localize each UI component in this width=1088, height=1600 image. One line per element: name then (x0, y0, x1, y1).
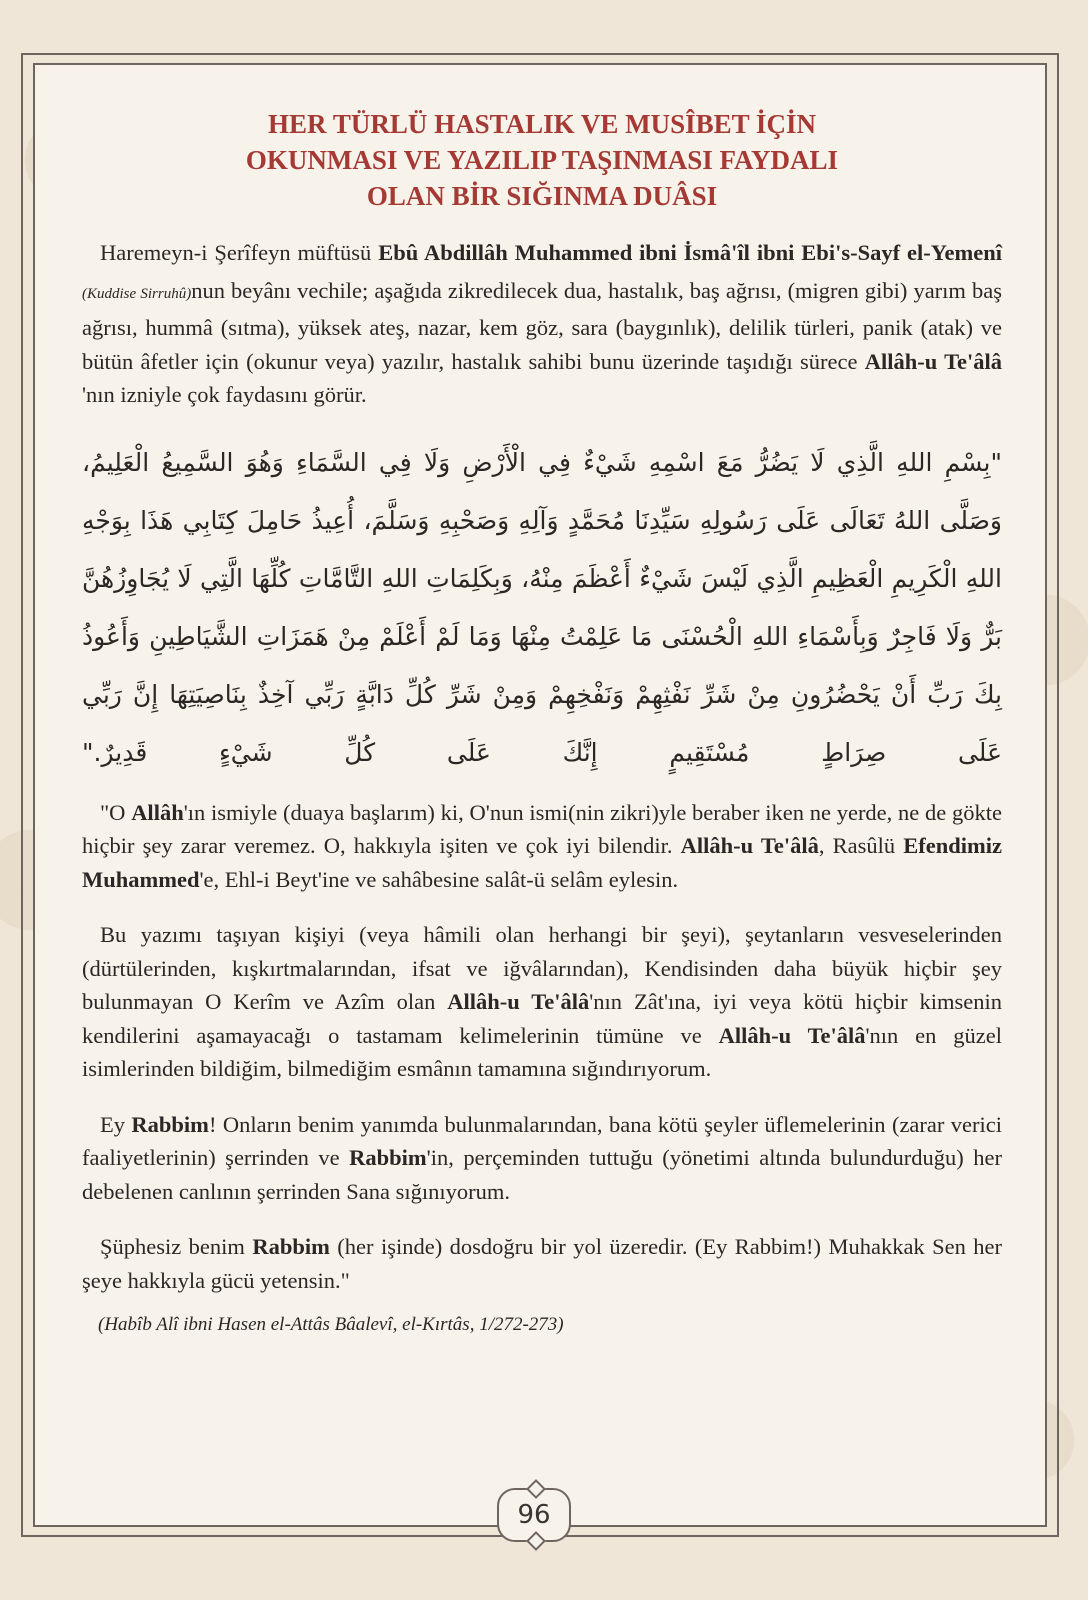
divine-name: Allâh-u Te'âlâ (680, 833, 819, 858)
honorific: (Kuddise Sirruhû) (82, 285, 192, 302)
divine-name: Allâh-u Te'âlâ (447, 989, 590, 1014)
translation-text-4: 'e, Ehl-i Beyt'ine ve sahâbesine salât-ü selâm eylesin. (199, 866, 679, 892)
page-content (82, 106, 1002, 1339)
para3-text-3: 'in, perçeminden tuttuğu (yönetimi altında bulundurduğu) her debelenen canlının şerrinden Sana sığınıyorum. (82, 1145, 1002, 1204)
translation-text-3: , Rasûlü (818, 833, 904, 858)
intro-text-2: nun beyânı vechile; aşağıda zikredilecek dua, hastalık, baş ağrısı, (migren gibi) yarım baş ağrısı, hummâ (sıtma), yüksek ateş, nazar, kem göz, sara (baygınlık), delilik türleri, panik (atak) ve bütün âfetler için (okunur veya) yazılır, hastalık sahibi bunu üzerinde taşıdığı sürece (82, 277, 1002, 374)
para2-text-1: Bu yazımı taşıyan kişiyi (veya hâmili olan herhangi bir şeyi), şeytanların vesveselerinden (dürtülerinden, kışkırtmalarından, ifsat ve iğvâlarından), Kendisinden daha büyük hiçbir şey bulunmayan O Kerîm ve Azîm olan (82, 922, 1002, 1014)
divine-name: Allâh-u Te'âlâ (718, 1022, 866, 1048)
para3-text-2: ! Onların benim yanımda bulunmalarından, bana kötü şeyler üflemelerinin (zarar verici faaliyetlerinin) şerrinden ve (82, 1111, 1003, 1170)
closing-paragraph (82, 1230, 1002, 1297)
para4-text-1: Şüphesiz benim (100, 1234, 253, 1259)
para2-text-3: 'nın en güzel isimlerinden bildiğim, bilmediğim esmânın tamamına sığındırıyorum. (82, 1022, 1002, 1081)
divine-name: Allâh (131, 799, 184, 825)
prophet-name: Efendimiz Muhammed (82, 833, 1002, 892)
page-number: 96 (497, 1488, 571, 1542)
intro-paragraph (82, 236, 1002, 412)
para2-text-2: 'nın Zât'ına, iyi veya kötü hiçbir kimsenin kendilerini aşamayacağı o tastamam kelimelerinin tümüne ve (82, 989, 1002, 1048)
translation-text-2: 'ın ismiyle (duaya başlarım) ki, O'nun ismi(nin zikri)yle beraber iken ne yerde, ne de gökte hiçbir şey zarar veremez. O, hakkıyla işiten ve çok iyi bilendir. (82, 799, 1002, 858)
page-title (82, 106, 1002, 214)
invocation-paragraph (82, 1108, 1002, 1209)
translation-text-1: "O (100, 799, 132, 825)
intro-text-3: 'nın izniyle çok faydasını görür. (82, 382, 367, 407)
rabbim: Rabbim (131, 1111, 209, 1137)
title-line-3: OLAN BİR SIĞINMA DUÂSI (366, 181, 718, 211)
arabic-prayer: "بِسْمِ اللهِ الَّذِي لَا يَضُرُّ مَعَ اسْمِهِ شَيْءٌ فِي الْأَرْضِ وَلَا فِي السَّمَاءِ وَهُوَ السَّمِيعُ الْعَلِيمُ، وَصَلَّى اللهُ تَعَالَى عَلَى رَسُولِهِ سَيِّدِنَا مُحَمَّدٍ وَآلِهِ وَصَحْبِهِ وَسَلَّمَ، أُعِيذُ حَامِلَ كِتَابِي هَذَا بِوَجْهِ اللهِ الْكَرِيمِ الْعَظِيمِ الَّذِي لَيْسَ شَيْءٌ أَعْظَمَ مِنْهُ، وَبِكَلِمَاتِ اللهِ التَّامَّاتِ كُلِّهَا الَّتِي لَا يُجَاوِزُهُنَّ بَرٌّ وَلَا فَاجِرٌ وَبِأَسْمَاءِ اللهِ الْحُسْنَى مَا عَلِمْتُ مِنْهَا وَمَا لَمْ أَعْلَمْ مِنْ هَمَزَاتِ الشَّيَاطِينِ وَأَعُوذُ بِكَ رَبِّ أَنْ يَحْضُرُونِ مِنْ شَرِّ نَفْثِهِمْ وَنَفْخِهِمْ وَمِنْ شَرِّ كُلِّ دَابَّةٍ رَبِّي آخِذٌ بِنَاصِيَتِهَا إِنَّ رَبِّي عَلَى صِرَاطٍ مُسْتَقِيمٍ إِنَّكَ عَلَى كُلِّ شَيْءٍ قَدِيرٌ." (82, 447, 1002, 767)
source-citation: (Habîb Alî ibni Hasen el-Attâs Bâalevî, el-Kırtâs, 1/272-273) (98, 1314, 564, 1335)
rabbim: Rabbim (349, 1145, 427, 1170)
title-line-1: HER TÜRLÜ HASTALIK VE MUSÎBET İÇİN (268, 109, 816, 139)
intro-text-1: Haremeyn-i Şerîfeyn müftüsü (100, 240, 379, 265)
para4-text-2: (her işinde) dosdoğru bir yol üzeredir. (Ey Rabbim!) Muhakkak Sen her şeye hakkıyla gücü yetensin." (82, 1234, 1003, 1293)
title-line-2: OKUNMASI VE YAZILIP TAŞINMASI FAYDALI (245, 145, 839, 175)
divine-name: Allâh-u Te'âlâ (864, 348, 1002, 374)
refuge-paragraph (82, 918, 1002, 1086)
para3-text-1: Ey (100, 1111, 132, 1137)
translation-paragraph (82, 796, 1002, 897)
author-name: Ebû Abdillâh Muhammed ibni İsmâ'îl ibni Ebi's-Sayf el-Yemenî (378, 240, 1002, 265)
rabbim: Rabbim (252, 1234, 330, 1259)
